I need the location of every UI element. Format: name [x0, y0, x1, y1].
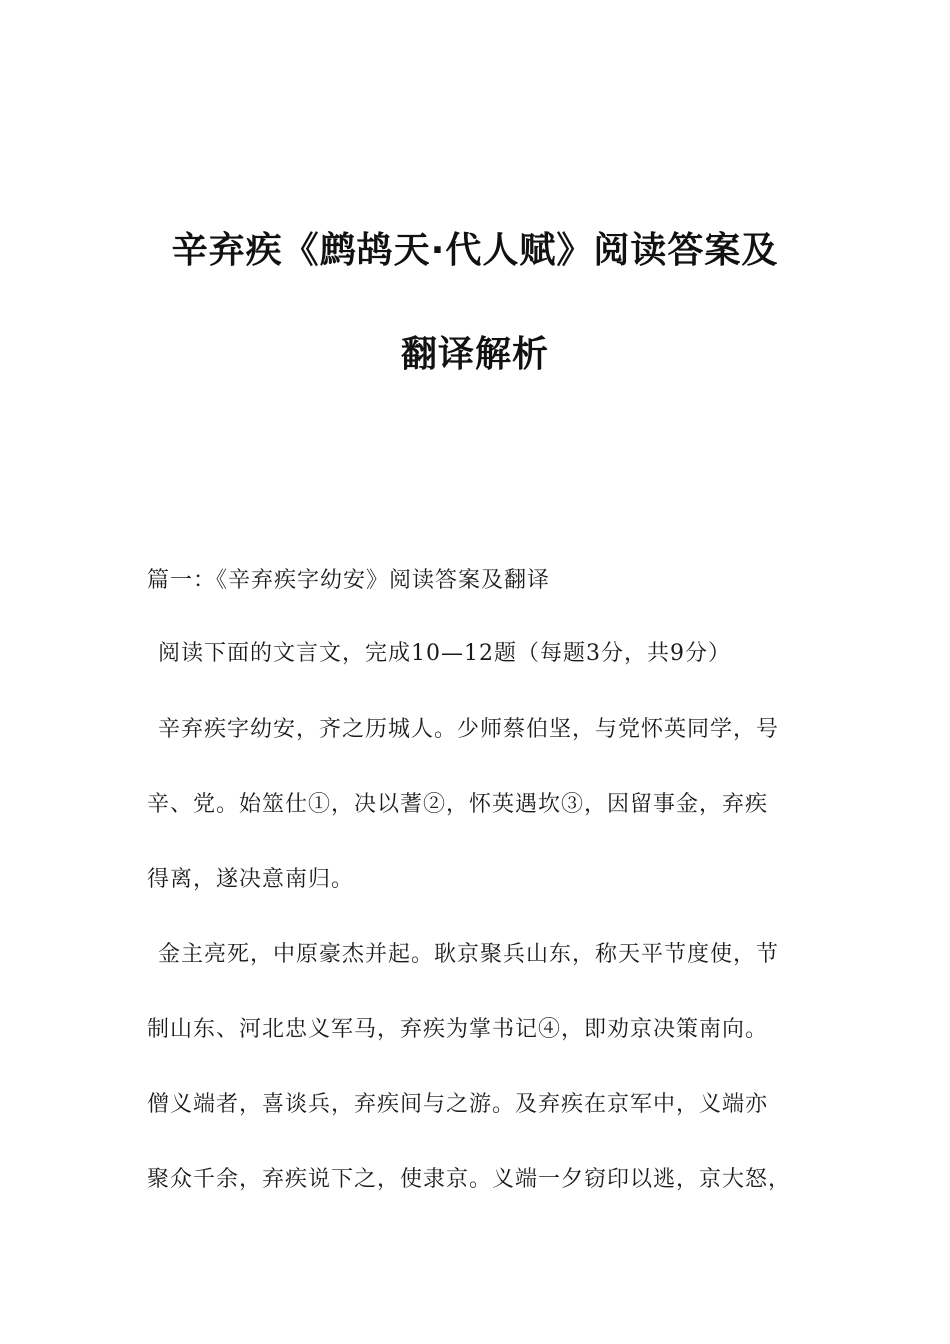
- section-heading: 篇一：《辛弃疾字幼安》阅读答案及翻译: [147, 568, 551, 593]
- paragraph-2-line-2: 制山东、河北忠义军马，弃疾为掌书记④，即劝京决策南向。: [147, 1017, 769, 1042]
- instruction-text: 阅读下面的文言文，完成10—12题（每题3分，共9分）: [158, 641, 731, 666]
- paragraph-1-line-1: 辛弃疾字幼安，齐之历城人。少师蔡伯坚，与党怀英同学，号: [158, 717, 780, 742]
- paragraph-2-line-4: 聚众千余，弃疾说下之，使隶京。义端一夕窃印以逃，京大怒，: [147, 1167, 792, 1192]
- paragraph-1-line-2: 辛、党。始筮仕①，决以蓍②，怀英遇坎③，因留事金，弃疾: [147, 792, 769, 817]
- paragraph-2-line-3: 僧义端者，喜谈兵，弃疾间与之游。及弃疾在京军中，义端亦: [147, 1092, 769, 1117]
- paragraph-2-line-1: 金主亮死，中原豪杰并起。耿京聚兵山东，称天平节度使，节: [158, 942, 780, 967]
- document-title-line-2: 翻译解析: [400, 334, 549, 375]
- paragraph-1-line-3: 得离，遂决意南归。: [147, 867, 355, 892]
- document-title-line-1: 辛弃疾《鹧鸪天·代人赋》阅读答案及: [171, 230, 779, 271]
